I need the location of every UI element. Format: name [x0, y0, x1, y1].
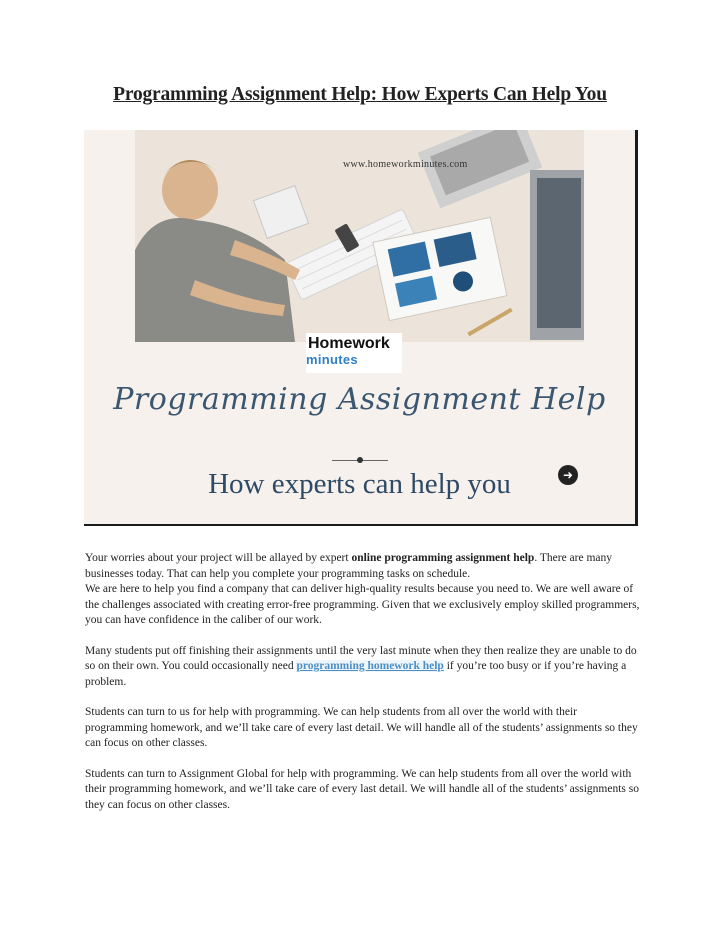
hero-image: [84, 130, 638, 526]
website-url: www.homeworkminutes.com: [343, 159, 468, 170]
hero-subtitle: How experts can help you: [208, 468, 511, 500]
page-title: Programming Assignment Help: How Experts Can Help You: [113, 84, 607, 105]
divider-dot: [357, 457, 363, 463]
paragraph-2: We are here to help you find a company that can deliver high-quality results because you need to. We are well aware of the challenges associated with creating error-free programming. Given that we exclusively employ skilled programmers, you can have confidence in the caliber of our work.: [85, 583, 640, 626]
hero-script-title: Programming Assignment Help: [113, 382, 606, 417]
paragraph-5: Students can turn to Assignment Global for help with programming. We can help students from all over the world with their programming homework, and we’ll take care of every last detail. We will handle all of the students’ assignments so they can focus on other classes.: [85, 767, 640, 811]
bold-keyword: online programming assignment help: [351, 552, 535, 564]
logo-bottom-text: minutes: [306, 352, 358, 367]
paragraph-3: Many students put off finishing their assignments until the very last minute when they then realize they are unable to do so on their own. You could occasionally need programming homework help if you’re too busy or if you’re having a problem.: [85, 644, 637, 688]
programming-homework-help-link[interactable]: programming homework help: [296, 660, 444, 672]
logo-top-text: Homework: [308, 335, 390, 352]
homework-minutes-logo: [306, 333, 402, 373]
paragraph-1: Your worries about your project will be allayed by expert online programming assignment help. There are many businesses today. That can help you complete your programming tasks on schedule.: [85, 552, 613, 580]
paragraph-4: Students can turn to us for help with programming. We can help students from all over the world with their programming homework, and we’ll take care of every last detail. We will handle all of the students’ assignments so they can focus on other classes.: [85, 706, 638, 749]
hero-photo: [135, 130, 584, 342]
article-body: [85, 551, 640, 828]
arrow-right-icon[interactable]: ➜: [558, 465, 578, 485]
